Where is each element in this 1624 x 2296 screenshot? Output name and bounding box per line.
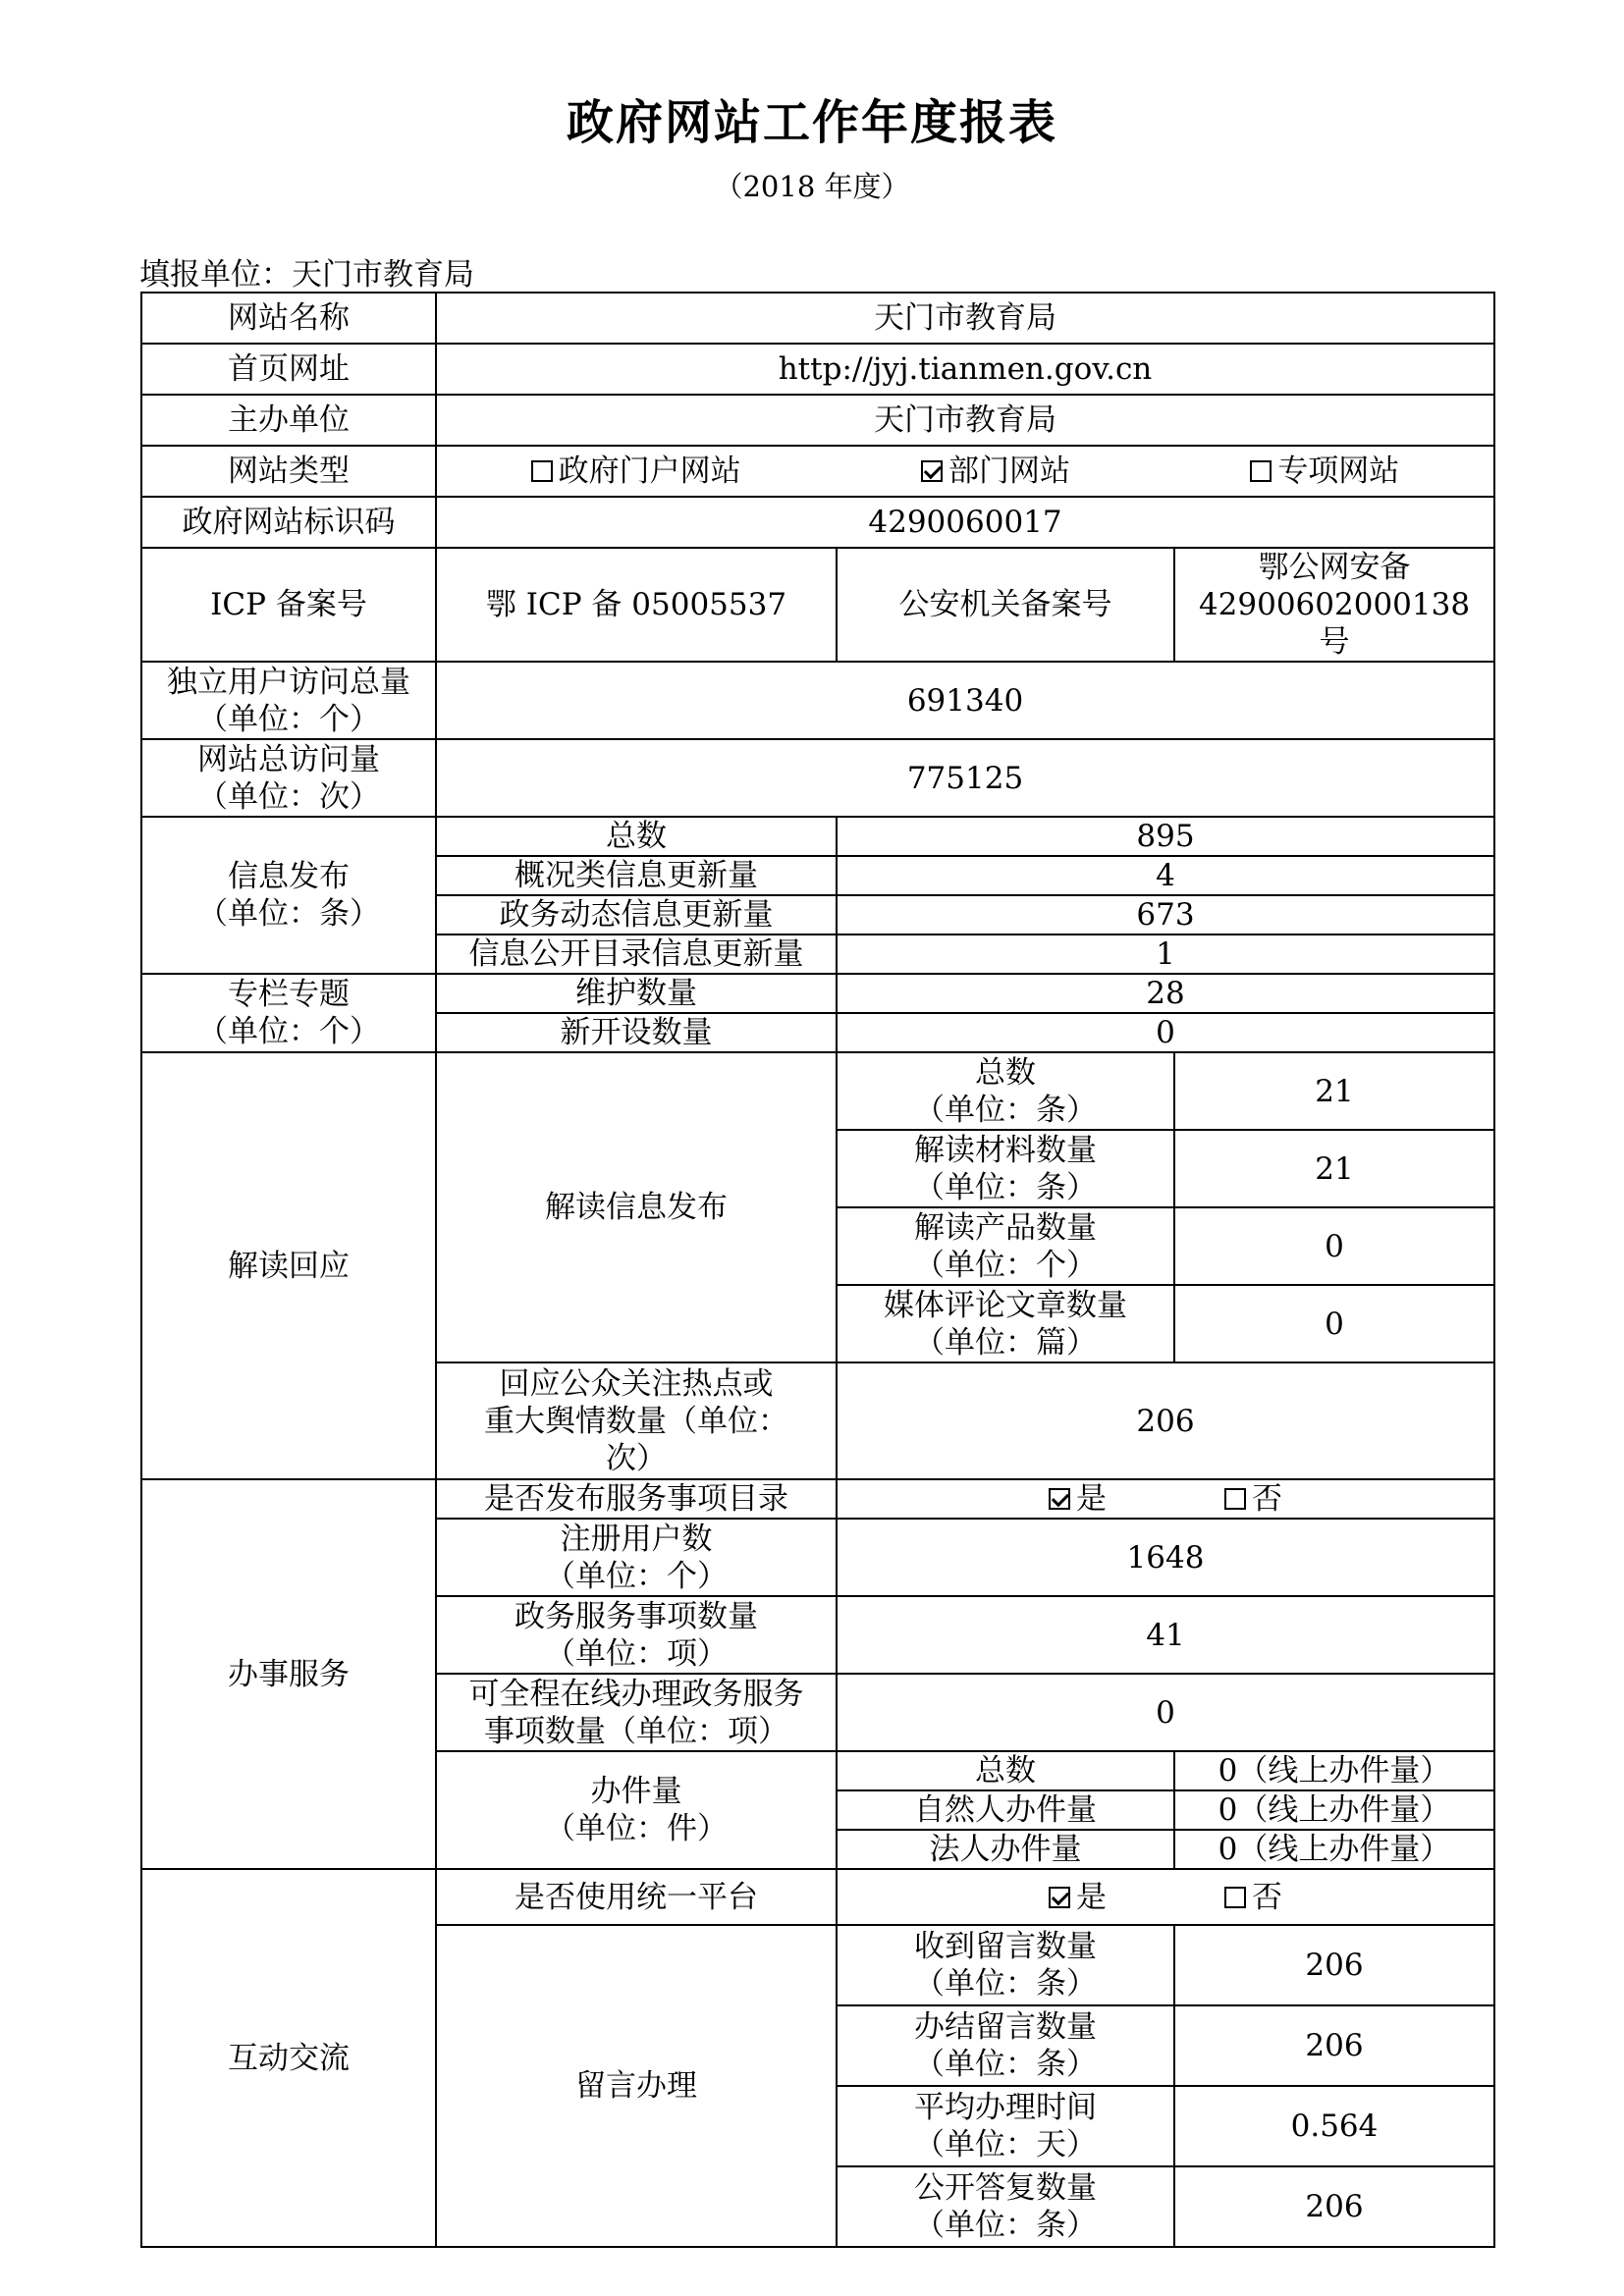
site-name-label: 网站名称 <box>141 293 436 344</box>
message-item-value: 206 <box>1174 2005 1494 2086</box>
row-site-type <box>141 446 1494 497</box>
site-code-value: 4290060017 <box>436 497 1494 548</box>
label-line: 办结留言数量 <box>914 2009 1097 2045</box>
label-line: 总数 <box>975 1054 1036 1091</box>
checkbox-checked-icon <box>1049 1887 1070 1908</box>
interpret-item-label <box>837 1130 1174 1207</box>
site-name-value: 天门市教育局 <box>436 293 1494 344</box>
sponsor-label: 主办单位 <box>141 395 436 446</box>
unit-line: （单位：条） <box>914 2208 1097 2243</box>
site-type-label: 网站类型 <box>141 446 436 497</box>
interpret-item-value: 21 <box>1174 1130 1494 1207</box>
interpret-item-label <box>837 1285 1174 1362</box>
handle-count-label <box>436 1751 837 1869</box>
label-line: 收到留言数量 <box>914 1929 1097 1964</box>
handle-item-value: 0（线上办件量） <box>1174 1790 1494 1830</box>
police-record-value <box>1174 548 1494 662</box>
message-item-value: 206 <box>1174 2166 1494 2247</box>
unit-line: （单位：条） <box>197 896 380 932</box>
interpret-item-value: 21 <box>1174 1052 1494 1130</box>
report-table <box>140 292 1495 2248</box>
row-interpret-total <box>141 1052 1494 1130</box>
police-record-value-line: 42900602000138 号 <box>1198 587 1471 660</box>
info-item-value: 1 <box>837 934 1494 974</box>
interpret-item-label <box>837 1052 1174 1130</box>
online-service-items-value: 0 <box>837 1674 1494 1751</box>
label-line: 解读材料数量 <box>914 1132 1097 1168</box>
registered-users-value: 1648 <box>837 1519 1494 1596</box>
unit-line: （单位：次） <box>197 778 380 815</box>
service-catalog-options <box>837 1479 1494 1519</box>
message-item-value: 206 <box>1174 1925 1494 2005</box>
sponsor-value: 天门市教育局 <box>436 395 1494 446</box>
option-label: 是 <box>1076 1481 1107 1517</box>
interpret-response-label: 解读回应 <box>141 1052 436 1479</box>
columns-item-label: 新开设数量 <box>436 1013 837 1052</box>
label-line: 独立用户访问总量 <box>167 664 410 700</box>
interaction-label: 互动交流 <box>141 1869 436 2247</box>
unit-line: （单位：个） <box>545 1558 728 1594</box>
message-item-label <box>837 2005 1174 2086</box>
handle-item-label: 法人办件量 <box>837 1830 1174 1869</box>
row-icp <box>141 548 1494 662</box>
service-items-label <box>436 1596 837 1674</box>
unified-platform-yes[interactable] <box>1049 1879 1107 1916</box>
columns-item-label: 维护数量 <box>436 974 837 1013</box>
row-page-views <box>141 739 1494 817</box>
label-line: 可全程在线办理政务服务 <box>468 1676 804 1712</box>
public-response-label <box>436 1362 837 1479</box>
checkbox-icon <box>531 460 553 482</box>
police-record-value-line: 鄂公网安备 <box>1258 550 1411 585</box>
page-views-label <box>141 739 436 817</box>
info-item-value: 895 <box>837 817 1494 856</box>
columns-label <box>141 974 436 1052</box>
page-views-value: 775125 <box>436 739 1494 817</box>
unit-line: （单位：条） <box>914 1169 1097 1205</box>
interpret-item-value: 0 <box>1174 1285 1494 1362</box>
columns-item-value: 0 <box>837 1013 1494 1052</box>
site-type-option-special[interactable] <box>1250 453 1399 490</box>
label-line: 公开答复数量 <box>914 2170 1097 2206</box>
unit-line: （单位：个） <box>197 701 380 737</box>
unified-platform-label: 是否使用统一平台 <box>436 1869 837 1925</box>
handle-item-label: 总数 <box>837 1751 1174 1790</box>
label-line: 政务服务事项数量 <box>514 1598 758 1634</box>
handle-item-value: 0（线上办件量） <box>1174 1830 1494 1869</box>
label-line: 重大舆情数量（单位： <box>484 1403 788 1439</box>
unit-line: （单位：件） <box>545 1811 728 1846</box>
report-title: 政府网站工作年度报表 <box>566 95 1057 150</box>
unit-line: （单位：条） <box>914 2047 1097 2082</box>
unit-line: （单位：个） <box>197 1014 380 1049</box>
row-unified-platform <box>141 1869 1494 1925</box>
registered-users-label <box>436 1519 837 1596</box>
message-item-label <box>837 2086 1174 2166</box>
label-line: 办件量 <box>590 1774 682 1809</box>
interpret-item-label <box>837 1207 1174 1285</box>
police-record-label: 公安机关备案号 <box>837 548 1174 662</box>
label-line: 专栏专题 <box>228 977 350 1012</box>
info-item-label: 政务动态信息更新量 <box>436 895 837 934</box>
message-item-label <box>837 2166 1174 2247</box>
option-label: 否 <box>1252 1879 1282 1915</box>
row-columns-maintained <box>141 974 1494 1013</box>
label-line: 回应公众关注热点或 <box>499 1365 774 1402</box>
site-type-option-label: 政府门户网站 <box>558 454 741 489</box>
checkbox-icon <box>1250 460 1272 482</box>
service-catalog-yes[interactable] <box>1049 1480 1107 1518</box>
info-item-value: 673 <box>837 895 1494 934</box>
checkbox-icon <box>1224 1488 1246 1510</box>
row-unique-visitors <box>141 662 1494 739</box>
label-line: 网站总访问量 <box>197 741 380 777</box>
message-item-label <box>837 1925 1174 2005</box>
site-type-options <box>436 446 1494 497</box>
service-catalog-no[interactable] <box>1224 1480 1282 1518</box>
row-homepage <box>141 344 1494 395</box>
checkbox-checked-icon <box>1049 1488 1070 1510</box>
interpret-item-value: 0 <box>1174 1207 1494 1285</box>
label-line: 事项数量（单位：项） <box>484 1713 788 1749</box>
row-site-name <box>141 293 1494 344</box>
unified-platform-options <box>837 1869 1494 1925</box>
label-line: 解读产品数量 <box>914 1209 1097 1246</box>
unit-line: （单位：条） <box>914 1966 1097 2002</box>
message-item-value: 0.564 <box>1174 2086 1494 2166</box>
info-item-value: 4 <box>837 856 1494 895</box>
handle-item-label: 自然人办件量 <box>837 1790 1174 1830</box>
option-label: 是 <box>1076 1879 1107 1915</box>
info-item-label: 概况类信息更新量 <box>436 856 837 895</box>
checkbox-checked-icon <box>921 460 943 482</box>
interpret-publish-label: 解读信息发布 <box>436 1052 837 1362</box>
label-line: 媒体评论文章数量 <box>884 1287 1127 1323</box>
unit-line: （单位：条） <box>914 1092 1097 1128</box>
columns-item-value: 28 <box>837 974 1494 1013</box>
checkbox-icon <box>1224 1887 1246 1908</box>
unit-line: （单位：篇） <box>914 1324 1097 1361</box>
label-line: 平均办理时间 <box>914 2090 1097 2125</box>
site-type-option-label: 专项网站 <box>1277 454 1400 489</box>
site-type-option-label: 部门网站 <box>947 454 1070 489</box>
unit-line: （单位：项） <box>545 1635 728 1672</box>
site-type-option-department[interactable] <box>921 453 1070 490</box>
unified-platform-no[interactable] <box>1224 1879 1282 1916</box>
message-handling-label: 留言办理 <box>436 1925 837 2247</box>
service-items-value: 41 <box>837 1596 1494 1674</box>
public-response-value: 206 <box>837 1362 1494 1479</box>
site-type-option-portal[interactable] <box>531 453 741 490</box>
unique-visitors-label <box>141 662 436 739</box>
online-service-items-label <box>436 1674 837 1751</box>
icp-value: 鄂 ICP 备 05005537 <box>436 548 837 662</box>
unit-line: （单位：个） <box>914 1247 1097 1283</box>
unique-visitors-value: 691340 <box>436 662 1494 739</box>
report-year: （2018 年度） <box>714 170 910 203</box>
info-publish-label <box>141 817 436 974</box>
unit-line: （单位：天） <box>914 2127 1097 2163</box>
service-catalog-label: 是否发布服务事项目录 <box>436 1479 837 1519</box>
site-code-label: 政府网站标识码 <box>141 497 436 548</box>
row-sponsor <box>141 395 1494 446</box>
reporting-unit: 填报单位：天门市教育局 <box>139 257 474 293</box>
label-line: 注册用户数 <box>560 1521 713 1557</box>
info-item-label: 信息公开目录信息更新量 <box>436 934 837 974</box>
homepage-label: 首页网址 <box>141 344 436 395</box>
row-info-total <box>141 817 1494 856</box>
handle-item-value: 0（线上办件量） <box>1174 1751 1494 1790</box>
option-label: 否 <box>1252 1481 1282 1517</box>
row-site-code <box>141 497 1494 548</box>
icp-label: ICP 备案号 <box>141 548 436 662</box>
service-label: 办事服务 <box>141 1479 436 1869</box>
label-line: 次） <box>606 1440 667 1476</box>
row-service-catalog <box>141 1479 1494 1519</box>
homepage-value: http://jyj.tianmen.gov.cn <box>436 344 1494 395</box>
label-line: 信息发布 <box>228 859 350 894</box>
info-item-label: 总数 <box>436 817 837 856</box>
